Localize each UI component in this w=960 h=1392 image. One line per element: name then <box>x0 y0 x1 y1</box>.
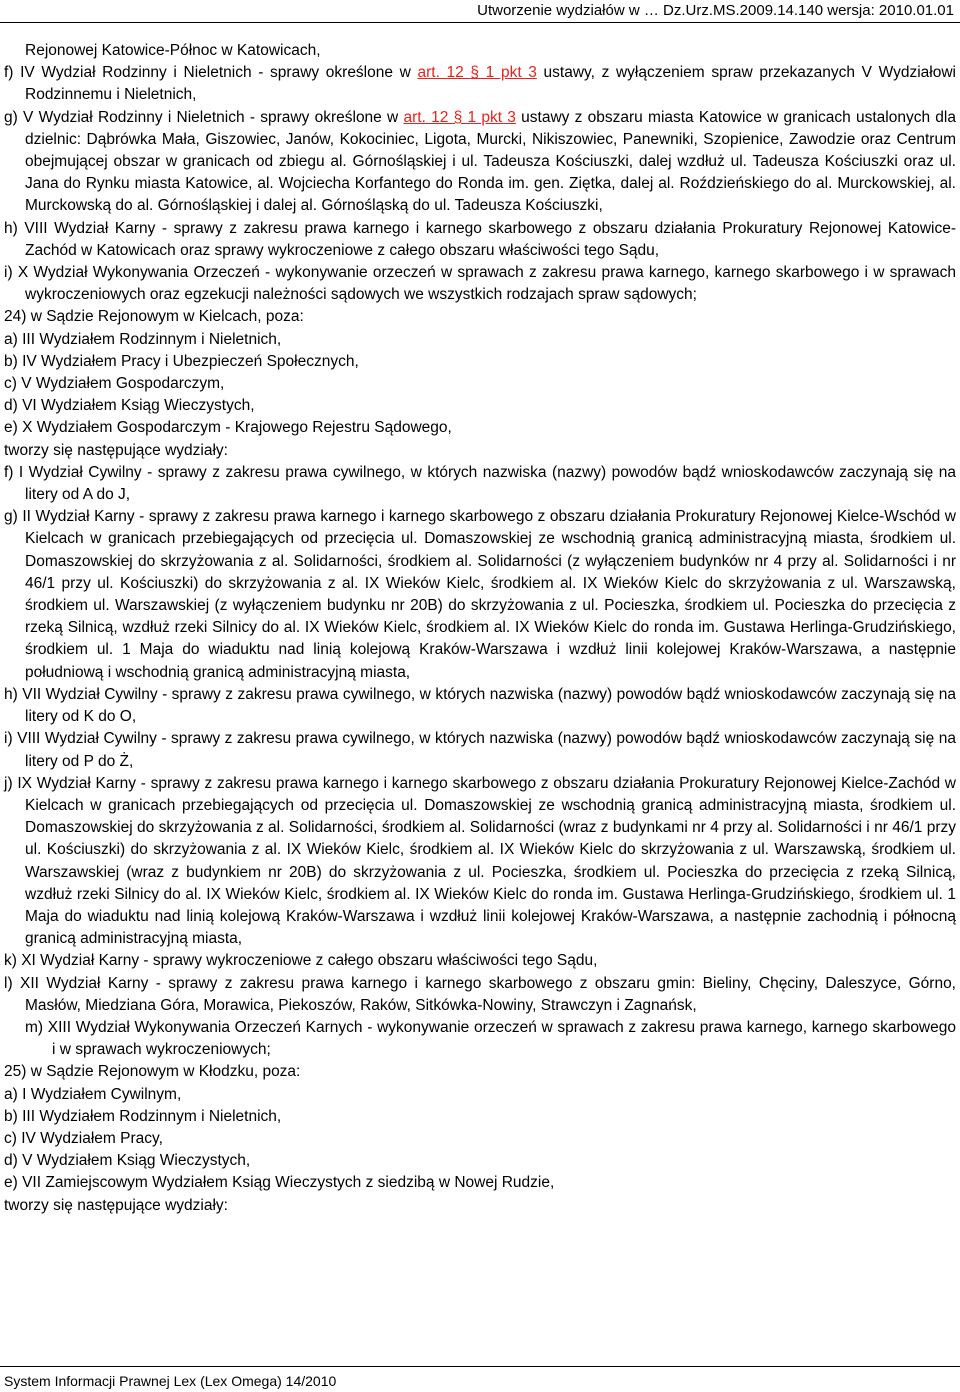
list-item-g <box>4 107 956 218</box>
list-item-i: i) X Wydział Wykonywania Orzeczeń - wykonywanie orzeczeń w sprawach z zakresu prawa karnego, karnego skarbowego i w sprawach wykroczeniowych oraz egzekucji należności sądowych we wszystkich rodzajach spraw sądowych; <box>4 264 956 304</box>
list-item-e: e) VII Zamiejscowym Wydziałem Ksiąg Wieczystych z siedzibą w Nowej Rudzie, <box>4 1174 555 1192</box>
law-reference-link[interactable]: art. 12 § 1 pkt 3 <box>417 64 537 82</box>
list-item-g: g) II Wydział Karny - sprawy z zakresu prawa karnego i karnego skarbowego z obszaru działania Prokuratury Rejonowej Kielce-Wschód w Kielcach w granicach przebiegających od przecięcia ul. Domaszowskiej ze wschodnią granicą administracyjną miasta, środkiem ul. Domaszowskiej do skrzyżowania z al. Solidarności, środkiem al. Solidarności (z wyłączeniem budynków nr 4 przy al. Solidarności i nr 46/1 przy ul. Kościuszki) do skrzyżowania z al. IX Wieków Kielc, środkiem al. IX Wieków Kielc do skrzyżowania z ul. Warszawską, środkiem ul. Warszawskiej (z wyłączeniem budynku nr 20B) do skrzyżowania z ul. Pocieszka, środkiem ul. Pocieszka do przecięcia z rzeką Silnicą, wzdłuż rzeki Silnicy do al. IX Wieków Kielc, środkiem al. IX Wieków Kielc do ronda im. Gustawa Herlinga-Grudzińskiego, środkiem ul. 1 Maja do wiaduktu nad linią kolejową Kraków-Warszawa i wzdłuż linii kolejowej Kraków-Warszawa, a następnie południową i wschodnią granicą administracyjną miasta, <box>4 508 956 681</box>
list-item-i: i) VIII Wydział Cywilny - sprawy z zakresu prawa cywilnego, w których nazwiska (nazwy) powodów bądź wnioskodawców zaczynają się na litery od P do Ż, <box>4 730 956 770</box>
list-item-a: a) III Wydziałem Rodzinnym i Nieletnich, <box>4 330 282 348</box>
list-item-c: c) V Wydziałem Gospodarczym, <box>4 375 225 393</box>
list-item-d: d) VI Wydziałem Ksiąg Wieczystych, <box>4 397 255 415</box>
list-item-f: f) I Wydział Cywilny - sprawy z zakresu prawa cywilnego, w których nazwiska (nazwy) powodów bądź wnioskodawców zaczynają się na litery od A do J, <box>4 463 956 504</box>
footer-divider <box>0 1366 960 1367</box>
page-header: Utworzenie wydziałów w … Dz.Urz.MS.2009.14.140 wersja: 2010.01.01 <box>477 2 954 19</box>
item-text: f) IV Wydział Rodzinny i Nieletnich - sprawy określone w <box>4 64 418 82</box>
list-item-h: h) VIII Wydział Karny - sprawy z zakresu prawa karnego i karnego skarbowego z obszaru działania Prokuratury Rejonowej Katowice-Zachód w Katowicach oraz sprawy wykroczeniowe z całego obszaru właściwości tego Sądu, <box>4 219 956 259</box>
list-item-j: j) IX Wydział Karny - sprawy z zakresu prawa karnego i karnego skarbowego z obszaru działania Prokuratury Rejonowej Kielce-Zachód w Kielcach w granicach przebiegających od przecięcia ul. Domaszowskiej ze wschodnią granicą administracyjną miasta, środkiem ul. Domaszowskiej do skrzyżowania z al. Solidarności, środkiem al. Solidarności (wraz z budynkami nr 4 przy al. Solidarności i nr 46/1 przy ul. Kościuszki) do skrzyżowania z al. IX Wieków Kielc, środkiem al. IX Wieków Kielc do skrzyżowania z ul. Warszawską, środkiem ul. Warszawskiej (wraz z budynkiem nr 20B) do skrzyżowania z ul. Pocieszka, środkiem ul. Pocieszka do przecięcia z rzeką Silnicą, wzdłuż rzeki Silnicy do al. IX Wieków Kielc, środkiem al. IX Wieków Kielc do ronda im. Gustawa Herlinga-Grudzińskiego, środkiem ul. 1 Maja do wiaduktu nad linią kolejową Kraków-Warszawa i wzdłuż linii kolejowej Kraków-Warszawa, a następnie zachodnią i północną granicą administracyjną miasta, <box>4 774 956 948</box>
section-25-intro: tworzy się następujące wydziały: <box>4 1196 228 1214</box>
section-24-intro: tworzy się następujące wydziały: <box>4 441 228 459</box>
list-item-c: c) IV Wydziałem Pracy, <box>4 1129 163 1147</box>
law-reference-link[interactable]: art. 12 § 1 pkt 3 <box>403 108 516 126</box>
list-item-e: e) X Wydziałem Gospodarczym - Krajowego Rejestru Sądowego, <box>4 419 452 437</box>
list-item-l: l) XII Wydział Karny - sprawy z zakresu prawa karnego i karnego skarbowego z obszaru gmin: Bieliny, Chęciny, Daleszyce, Górno, Masłów, Miedziana Góra, Morawica, Piekoszów, Raków, Sitkówka-Nowiny, Strawczyn i Zagnańsk, <box>4 974 956 1014</box>
list-item-f <box>4 62 956 106</box>
list-item-b: b) IV Wydziałem Pracy i Ubezpieczeń Społecznych, <box>4 352 359 370</box>
list-item-d: d) V Wydziałem Ksiąg Wieczystych, <box>4 1152 251 1170</box>
header-divider <box>0 22 960 23</box>
list-item-m: m) XIII Wydział Wykonywania Orzeczeń Karnych - wykonywanie orzeczeń w sprawach z zakresu prawa karnego, karnego skarbowego i w sprawach wykroczeniowych; <box>25 1018 956 1059</box>
paragraph-continuation: Rejonowej Katowice-Północ w Katowicach, <box>25 42 321 59</box>
list-item-k: k) XI Wydział Karny - sprawy wykroczeniowe z całego obszaru właściwości tego Sądu, <box>4 952 598 970</box>
item-text: g) V Wydział Rodzinny i Nieletnich - sprawy określone w <box>4 108 404 126</box>
list-item-h: h) VII Wydział Cywilny - sprawy z zakresu prawa cywilnego, w których nazwiska (nazwy) powodów bądź wnioskodawców zaczynają się na litery od K do O, <box>4 685 956 726</box>
list-item-a: a) I Wydziałem Cywilnym, <box>4 1085 182 1103</box>
item-text: ustawy z obszaru miasta Katowice w granicach ustalonych dla dzielnic: Dąbrówka Mała, Giszowiec, Janów, Kokociniec, Ligota, Murcki, Nikiszowiec, Panewniki, Szopienice, Zawodzie oraz Centrum obejmującej obszar w granicach od zbiegu al. Górnośląskiej i ul. Tadeusza Kościuszki, dalej wzdłuż ul. Tadeusza Kościuszki oraz ul. Jana do Rynku miasta Katowice, al. Wojciecha Korfantego do Ronda im. gen. Ziętka, dalej al. Roździeńskiego do al. Murckowskiej, al. Murckowską do al. Górnośląskiej i dalej al. Górnośląską do ul. Tadeusza Kościuszki, <box>25 108 956 215</box>
item-text: ustawy, z wyłączeniem spraw przekazanych V Wydziałowi Rodzinnemu i Nieletnich, <box>25 64 956 104</box>
document-body <box>4 40 956 1217</box>
section-25-heading: 25) w Sądzie Rejonowym w Kłodzku, poza: <box>4 1063 301 1081</box>
page-footer: System Informacji Prawnej Lex (Lex Omega) 14/2010 <box>4 1373 337 1389</box>
section-24-heading: 24) w Sądzie Rejonowym w Kielcach, poza: <box>4 308 304 326</box>
list-item-b: b) III Wydziałem Rodzinnym i Nieletnich, <box>4 1107 282 1125</box>
